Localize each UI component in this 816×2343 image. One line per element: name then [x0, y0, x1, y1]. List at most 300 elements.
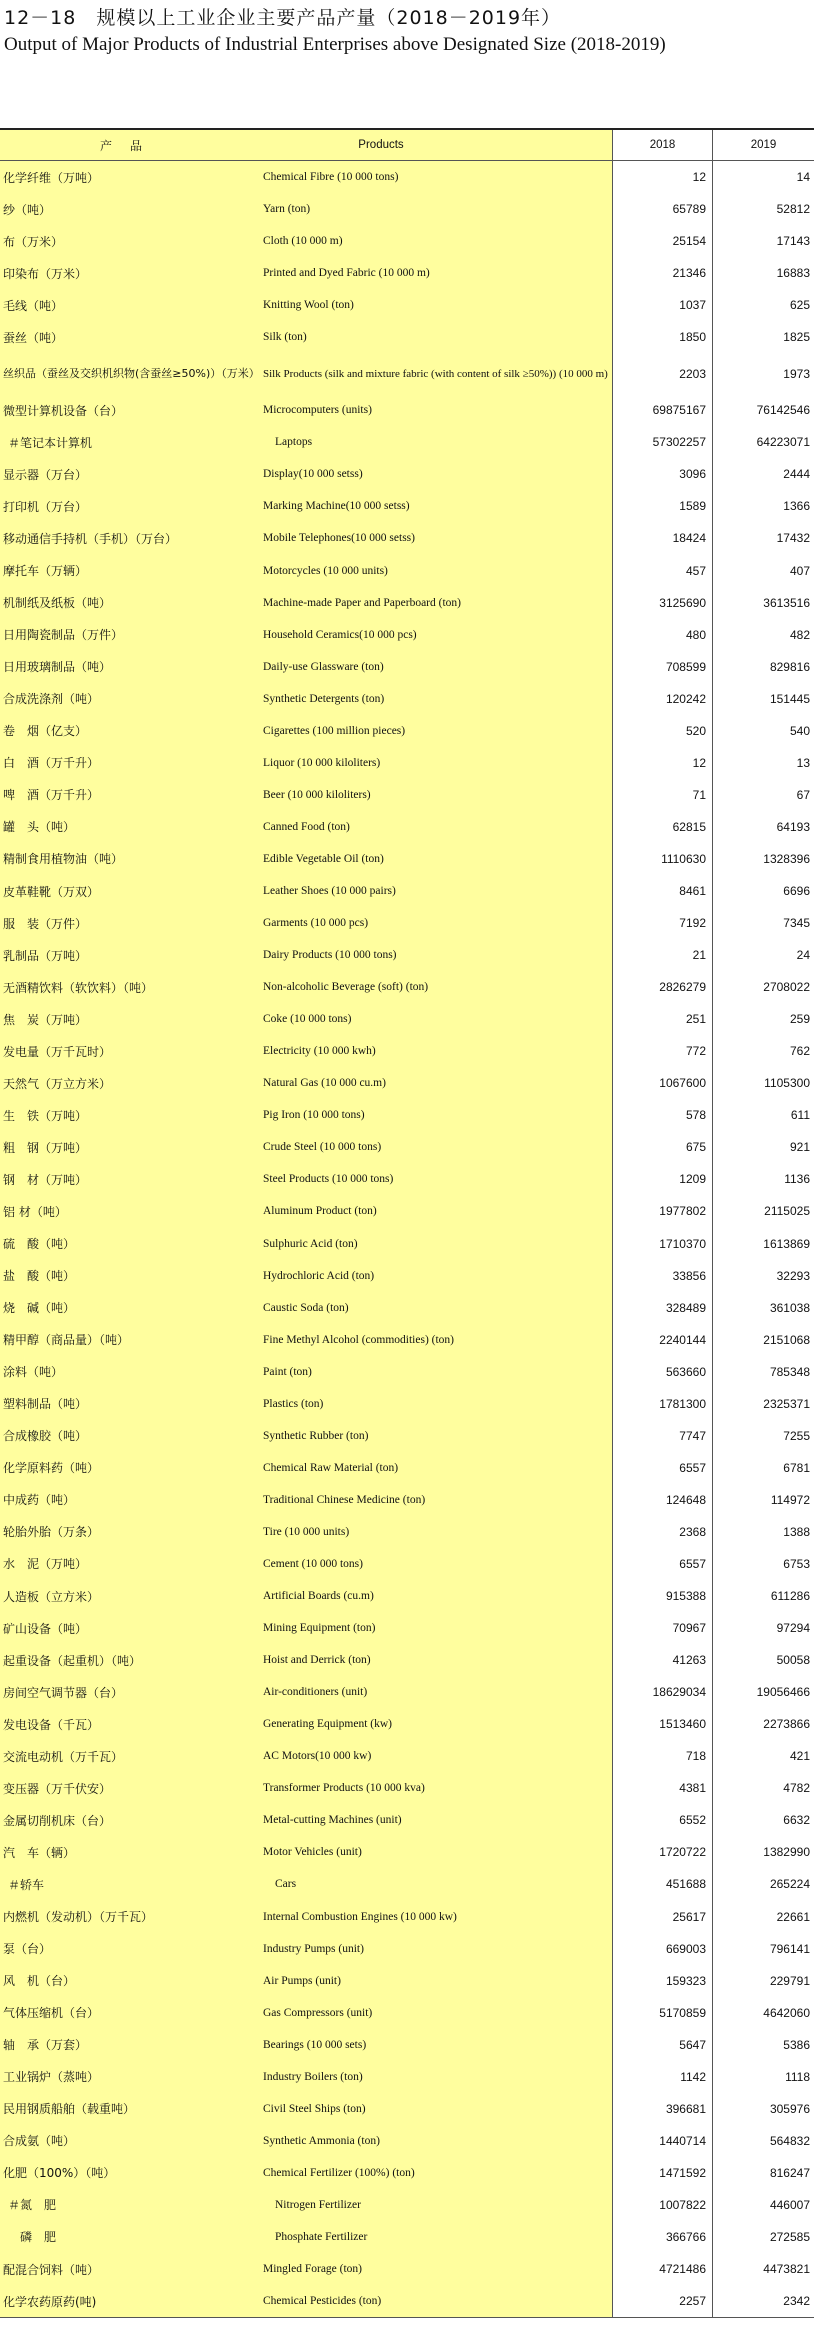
product-name-en: Transformer Products (10 000 kva) — [260, 1772, 613, 1804]
product-name-cn: 打印机（万台） — [0, 490, 260, 522]
table-row — [0, 971, 814, 1003]
value-2019: 272585 — [769, 2229, 810, 2244]
value-2018: 1513460 — [613, 1708, 713, 1740]
product-name-en: Yarn (ton) — [260, 193, 613, 225]
product-name-cn: 轴 承（万套） — [0, 2029, 260, 2061]
value-2019: 67 — [796, 787, 810, 802]
table-row — [0, 394, 814, 426]
table-row — [0, 1484, 814, 1516]
product-name-cn: 粗 钢（万吨） — [0, 1131, 260, 1163]
product-name-en: Civil Steel Ships (ton) — [260, 2093, 613, 2125]
value-2018: 328489 — [613, 1292, 713, 1324]
product-name-en: Gas Compressors (unit) — [260, 1997, 613, 2029]
value-2018: 2240144 — [613, 1324, 713, 1356]
product-name-en: Synthetic Ammonia (ton) — [260, 2125, 613, 2157]
table-row — [0, 587, 814, 619]
table-row — [0, 907, 814, 939]
value-2019: 482 — [789, 627, 810, 642]
product-name-cn: 罐 头（吨） — [0, 811, 260, 843]
table-row — [0, 522, 814, 554]
product-name-en: Industry Boilers (ton) — [260, 2061, 613, 2093]
table-row — [0, 1195, 814, 1227]
product-name-cn: 泵（台） — [0, 1933, 260, 1965]
table-row — [0, 747, 814, 779]
table-row — [0, 1708, 814, 1740]
value-2019: 6781 — [783, 1460, 810, 1475]
value-2018: 1067600 — [613, 1067, 713, 1099]
table-row — [0, 2125, 814, 2157]
product-name-cn: 配混合饲料（吨） — [0, 2253, 260, 2285]
product-name-en: Cigarettes (100 million pieces) — [260, 715, 613, 747]
table-row — [0, 1003, 814, 1035]
value-2018: 7747 — [613, 1420, 713, 1452]
table-row — [0, 2157, 814, 2189]
table-row — [0, 1131, 814, 1163]
product-name-cn: 人造板（立方米） — [0, 1580, 260, 1612]
value-2019: 829816 — [769, 659, 810, 674]
value-2018: 1781300 — [613, 1388, 713, 1420]
table-row — [0, 1548, 814, 1580]
product-name-cn: 化肥（100%）（吨） — [0, 2157, 260, 2189]
value-2018: 1850 — [613, 321, 713, 353]
value-2019: 64223071 — [756, 435, 810, 450]
value-2019: 151445 — [769, 691, 810, 706]
products-table — [0, 128, 814, 2318]
product-name-cn: 天然气（万立方米） — [0, 1067, 260, 1099]
product-name-en: Electricity (10 000 kwh) — [260, 1035, 613, 1067]
product-name-en: Hoist and Derrick (ton) — [260, 1644, 613, 1676]
value-2018: 5647 — [613, 2029, 713, 2061]
product-name-cn: 移动通信手持机（手机）（万台） — [0, 522, 260, 554]
value-2018: 1977802 — [613, 1195, 713, 1227]
product-name-en: Liquor (10 000 kiloliters) — [260, 747, 613, 779]
value-2019: 1366 — [783, 499, 810, 514]
product-name-cn: 布（万米） — [0, 225, 260, 257]
value-2018: 2257 — [613, 2285, 713, 2317]
product-name-en: Coke (10 000 tons) — [260, 1003, 613, 1035]
value-2019: 2115025 — [764, 1204, 810, 1219]
value-2018: 33856 — [613, 1260, 713, 1292]
value-2018: 396681 — [613, 2093, 713, 2125]
table-row — [0, 1965, 814, 1997]
product-name-cn: 工业锅炉（蒸吨） — [0, 2061, 260, 2093]
product-name-cn: 生 铁（万吨） — [0, 1099, 260, 1131]
value-2018: 578 — [613, 1099, 713, 1131]
product-name-en: Motor Vehicles (unit) — [260, 1836, 613, 1868]
table-row — [0, 939, 814, 971]
value-2018: 1037 — [613, 289, 713, 321]
value-2018: 7192 — [613, 907, 713, 939]
product-name-cn: 房间空气调节器（台） — [0, 1676, 260, 1708]
product-name-cn: 毛线（吨） — [0, 289, 260, 321]
table-row — [0, 1676, 814, 1708]
product-name-en: Machine-made Paper and Paperboard (ton) — [260, 587, 613, 619]
value-2019: 24 — [796, 948, 810, 963]
value-2018: 12 — [613, 161, 713, 193]
value-2019: 6696 — [783, 884, 810, 898]
value-2019: 540 — [789, 723, 810, 738]
product-name-en: Synthetic Detergents (ton) — [260, 683, 613, 715]
value-2018: 6552 — [613, 1804, 713, 1836]
table-row — [0, 1260, 814, 1292]
value-2019: 19056466 — [756, 1685, 810, 1700]
table-row — [0, 1388, 814, 1420]
product-name-en: Industry Pumps (unit) — [260, 1933, 613, 1965]
product-name-en: Microcomputers (units) — [260, 394, 613, 426]
value-2018: 8461 — [613, 875, 713, 907]
product-name-cn: 化学原料药（吨） — [0, 1452, 260, 1484]
table-row — [0, 225, 814, 257]
product-name-cn: 交流电动机（万千瓦） — [0, 1740, 260, 1772]
product-name-cn: 摩托车（万辆） — [0, 555, 260, 587]
table-row — [0, 458, 814, 490]
product-name-en: Daily-use Glassware (ton) — [260, 651, 613, 683]
product-name-cn: 显示器（万台） — [0, 458, 260, 490]
table-row — [0, 779, 814, 811]
product-name-cn: 磷 肥 — [0, 2221, 260, 2253]
product-name-cn: 民用钢质船舶（载重吨） — [0, 2093, 260, 2125]
value-2018: 18629034 — [613, 1676, 713, 1708]
product-name-en: Cars — [260, 1868, 613, 1900]
product-name-cn: 起重设备（起重机）（吨） — [0, 1644, 260, 1676]
table-title-cn: 12－18 规模以上工业企业主要产品产量（2018－2019年） — [4, 7, 562, 29]
product-name-cn: 轮胎外胎（万条） — [0, 1516, 260, 1548]
value-2018: 675 — [613, 1131, 713, 1163]
table-row — [0, 2253, 814, 2285]
value-2019: 22661 — [776, 1909, 810, 1924]
table-row — [0, 1067, 814, 1099]
product-name-en: Chemical Fibre (10 000 tons) — [260, 161, 613, 193]
value-2019: 1613869 — [763, 1236, 810, 1251]
value-2019: 17432 — [776, 531, 810, 546]
product-name-en: Hydrochloric Acid (ton) — [260, 1260, 613, 1292]
product-name-en: Laptops — [260, 426, 613, 458]
value-2018: 124648 — [613, 1484, 713, 1516]
value-2018: 3096 — [613, 458, 713, 490]
value-2019: 1118 — [785, 2069, 810, 2084]
table-row — [0, 2285, 814, 2318]
value-2018: 62815 — [613, 811, 713, 843]
product-name-cn: 合成洗涤剂（吨） — [0, 683, 260, 715]
value-2018: 25617 — [613, 1900, 713, 1932]
value-2018: 6557 — [613, 1548, 713, 1580]
product-name-en: Canned Food (ton) — [260, 811, 613, 843]
table-row — [0, 1868, 814, 1900]
value-2018: 57302257 — [613, 426, 713, 458]
value-2018: 21346 — [613, 257, 713, 289]
product-name-cn: 焦 炭（万吨） — [0, 1003, 260, 1035]
product-name-cn: 无酒精饮料（软饮料）（吨） — [0, 971, 260, 1003]
product-name-cn: 蚕丝（吨） — [0, 321, 260, 353]
value-2019: 361038 — [769, 1300, 810, 1315]
table-row — [0, 2221, 814, 2253]
table-header — [0, 130, 814, 161]
table-row — [0, 353, 814, 394]
value-2019: 13 — [796, 755, 810, 770]
value-2018: 718 — [613, 1740, 713, 1772]
table-row — [0, 1356, 814, 1388]
product-name-en: Silk Products (silk and mixture fabric (with content of silk ≥50%)) (10 000 m) — [260, 353, 613, 394]
product-name-en: Metal-cutting Machines (unit) — [260, 1804, 613, 1836]
product-name-cn: 烧 碱（吨） — [0, 1292, 260, 1324]
table-row — [0, 161, 814, 193]
table-row — [0, 1612, 814, 1644]
product-name-cn: 日用陶瓷制品（万件） — [0, 619, 260, 651]
table-title-en: Output of Major Products of Industrial Enterprises above Designated Size (2018-2019) — [4, 34, 666, 55]
product-name-cn: ＃轿车 — [0, 1868, 260, 1900]
table-row — [0, 1324, 814, 1356]
product-name-en: Printed and Dyed Fabric (10 000 m) — [260, 257, 613, 289]
value-2019: 305976 — [769, 2101, 810, 2116]
table-row — [0, 1740, 814, 1772]
product-name-en: Natural Gas (10 000 cu.m) — [260, 1067, 613, 1099]
product-name-cn: 金属切削机床（台） — [0, 1804, 260, 1836]
table-row — [0, 875, 814, 907]
value-2019: 1825 — [783, 330, 810, 345]
product-name-cn: ＃氮 肥 — [0, 2189, 260, 2221]
table-row — [0, 1772, 814, 1804]
value-2018: 1471592 — [613, 2157, 713, 2189]
value-2019: 7345 — [783, 916, 810, 931]
value-2018: 2368 — [613, 1516, 713, 1548]
value-2018: 915388 — [613, 1580, 713, 1612]
product-name-cn: 白 酒（万千升） — [0, 747, 260, 779]
table-row — [0, 1452, 814, 1484]
value-2018: 41263 — [613, 1644, 713, 1676]
product-name-en: Mingled Forage (ton) — [260, 2253, 613, 2285]
table-row — [0, 2029, 814, 2061]
product-name-cn: 铝 材（吨） — [0, 1195, 260, 1227]
value-2019: 2708022 — [763, 980, 810, 995]
product-name-cn: 化学农药原药(吨) — [0, 2285, 260, 2317]
product-name-en: Chemical Raw Material (ton) — [260, 1452, 613, 1484]
value-2019: 2325371 — [763, 1396, 810, 1411]
table-row — [0, 1292, 814, 1324]
product-name-cn: 皮革鞋靴（万双） — [0, 875, 260, 907]
product-name-en: Steel Products (10 000 tons) — [260, 1163, 613, 1195]
product-name-cn: 化学纤维（万吨） — [0, 161, 260, 193]
product-name-en: Traditional Chinese Medicine (ton) — [260, 1484, 613, 1516]
product-name-cn: 丝织品（蚕丝及交织机织物(含蚕丝≥50%)）（万米） — [0, 353, 260, 394]
value-2019: 785348 — [769, 1364, 810, 1379]
product-name-en: Generating Equipment (kw) — [260, 1708, 613, 1740]
product-name-en: Fine Methyl Alcohol (commodities) (ton) — [260, 1324, 613, 1356]
value-2019: 32293 — [776, 1268, 810, 1283]
value-2019: 5386 — [783, 2037, 810, 2052]
product-name-cn: 汽 车（辆） — [0, 1836, 260, 1868]
value-2019: 229791 — [769, 1973, 810, 1988]
table-row — [0, 1997, 814, 2029]
value-2019: 4473821 — [763, 2262, 810, 2277]
value-2018: 120242 — [613, 683, 713, 715]
value-2019: 762 — [789, 1044, 810, 1059]
value-2019: 1105300 — [764, 1076, 810, 1091]
value-2019: 796141 — [769, 1941, 810, 1956]
table-row — [0, 2189, 814, 2221]
header-product-en: Products — [260, 130, 613, 160]
value-2018: 3125690 — [613, 587, 713, 619]
product-name-cn: 精制食用植物油（吨） — [0, 843, 260, 875]
value-2019: 921 — [789, 1140, 810, 1155]
product-name-en: Motorcycles (10 000 units) — [260, 555, 613, 587]
product-name-cn: 水 泥（万吨） — [0, 1548, 260, 1580]
product-name-en: Plastics (ton) — [260, 1388, 613, 1420]
value-2019: 2444 — [783, 467, 810, 482]
value-2019: 2151068 — [763, 1332, 810, 1347]
table-row — [0, 715, 814, 747]
value-2019: 14 — [796, 170, 810, 185]
product-name-en: Phosphate Fertilizer — [260, 2221, 613, 2253]
product-name-en: Silk (ton) — [260, 321, 613, 353]
product-name-cn: 微型计算机设备（台） — [0, 394, 260, 426]
table-row — [0, 683, 814, 715]
value-2018: 1589 — [613, 490, 713, 522]
value-2019: 564832 — [769, 2133, 810, 2148]
value-2019: 3613516 — [763, 595, 810, 610]
product-name-cn: 合成氨（吨） — [0, 2125, 260, 2157]
product-name-en: Bearings (10 000 sets) — [260, 2029, 613, 2061]
product-name-en: Knitting Wool (ton) — [260, 289, 613, 321]
value-2018: 2826279 — [613, 971, 713, 1003]
table-row — [0, 1804, 814, 1836]
value-2019: 7255 — [783, 1428, 810, 1443]
product-name-cn: 乳制品（万吨） — [0, 939, 260, 971]
table-row — [0, 1228, 814, 1260]
value-2019: 4642060 — [763, 2005, 810, 2020]
product-name-cn: 发电设备（千瓦） — [0, 1708, 260, 1740]
table-row — [0, 1163, 814, 1195]
value-2019: 4782 — [783, 1781, 810, 1796]
product-name-cn: 变压器（万千伏安） — [0, 1772, 260, 1804]
value-2019: 97294 — [776, 1621, 810, 1636]
product-name-cn: 内燃机（发动机）（万千瓦） — [0, 1900, 260, 1932]
value-2018: 1440714 — [613, 2125, 713, 2157]
table-row — [0, 490, 814, 522]
product-name-cn: 精甲醇（商品量）（吨） — [0, 1324, 260, 1356]
value-2019: 64193 — [776, 819, 810, 834]
product-name-en: Internal Combustion Engines (10 000 kw) — [260, 1900, 613, 1932]
value-2019: 52812 — [776, 202, 810, 217]
value-2019: 625 — [789, 298, 810, 313]
value-2018: 1720722 — [613, 1836, 713, 1868]
value-2018: 669003 — [613, 1933, 713, 1965]
product-name-en: Nitrogen Fertilizer — [260, 2189, 613, 2221]
product-name-cn: 服 装（万件） — [0, 907, 260, 939]
table-row — [0, 555, 814, 587]
table-row — [0, 321, 814, 353]
product-name-cn: 发电量（万千瓦时） — [0, 1035, 260, 1067]
value-2019: 421 — [789, 1749, 810, 1764]
product-name-en: Cement (10 000 tons) — [260, 1548, 613, 1580]
table-row — [0, 257, 814, 289]
table-row — [0, 2093, 814, 2125]
value-2019: 816247 — [769, 2165, 810, 2180]
product-name-en: Household Ceramics(10 000 pcs) — [260, 619, 613, 651]
table-row — [0, 193, 814, 225]
table-row — [0, 1035, 814, 1067]
product-name-en: Mining Equipment (ton) — [260, 1612, 613, 1644]
value-2019: 611 — [790, 1108, 810, 1123]
product-name-en: Mobile Telephones(10 000 setss) — [260, 522, 613, 554]
table-row — [0, 1933, 814, 1965]
product-name-en: Aluminum Product (ton) — [260, 1195, 613, 1227]
value-2018: 520 — [613, 715, 713, 747]
product-name-cn: 风 机（台） — [0, 1965, 260, 1997]
value-2018: 2203 — [613, 353, 713, 394]
value-2018: 1142 — [613, 2061, 713, 2093]
value-2019: 16883 — [776, 266, 810, 281]
header-year-2019: 2019 — [750, 139, 777, 151]
table-row — [0, 619, 814, 651]
table-row — [0, 1420, 814, 1452]
value-2018: 12 — [613, 747, 713, 779]
value-2018: 457 — [613, 555, 713, 587]
value-2019: 265224 — [769, 1877, 810, 1892]
product-name-cn: 矿山设备（吨） — [0, 1612, 260, 1644]
value-2019: 17143 — [776, 234, 810, 249]
value-2018: 4381 — [613, 1772, 713, 1804]
table-row — [0, 2061, 814, 2093]
value-2018: 1007822 — [613, 2189, 713, 2221]
table-row — [0, 289, 814, 321]
value-2018: 563660 — [613, 1356, 713, 1388]
product-name-en: Air-conditioners (unit) — [260, 1676, 613, 1708]
value-2018: 5170859 — [613, 1997, 713, 2029]
value-2018: 21 — [613, 939, 713, 971]
value-2019: 2342 — [783, 2294, 810, 2309]
value-2018: 480 — [613, 619, 713, 651]
value-2019: 50058 — [776, 1653, 810, 1668]
product-name-cn: 涂料（吨） — [0, 1356, 260, 1388]
product-name-cn: 中成药（吨） — [0, 1484, 260, 1516]
value-2019: 2273866 — [763, 1717, 810, 1732]
value-2018: 18424 — [613, 522, 713, 554]
table-row — [0, 1516, 814, 1548]
product-name-en: Beer (10 000 kiloliters) — [260, 779, 613, 811]
value-2018: 1110630 — [613, 843, 713, 875]
product-name-en: Marking Machine(10 000 setss) — [260, 490, 613, 522]
product-name-cn: 印染布（万米） — [0, 257, 260, 289]
value-2018: 65789 — [613, 193, 713, 225]
value-2018: 1710370 — [613, 1228, 713, 1260]
product-name-en: Non-alcoholic Beverage (soft) (ton) — [260, 971, 613, 1003]
product-name-cn: 塑料制品（吨） — [0, 1388, 260, 1420]
value-2019: 1388 — [783, 1524, 810, 1539]
product-name-en: Cloth (10 000 m) — [260, 225, 613, 257]
product-name-en: Caustic Soda (ton) — [260, 1292, 613, 1324]
header-year-2018: 2018 — [613, 130, 713, 160]
product-name-en: AC Motors(10 000 kw) — [260, 1740, 613, 1772]
value-2018: 366766 — [613, 2221, 713, 2253]
product-name-en: Chemical Pesticides (ton) — [260, 2285, 613, 2317]
product-name-en: Sulphuric Acid (ton) — [260, 1228, 613, 1260]
value-2019: 76142546 — [756, 403, 810, 418]
header-product-cn: 产品 — [0, 130, 260, 160]
product-name-en: Garments (10 000 pcs) — [260, 907, 613, 939]
product-name-cn: 日用玻璃制品（吨） — [0, 651, 260, 683]
product-name-cn: 硫 酸（吨） — [0, 1228, 260, 1260]
product-name-en: Leather Shoes (10 000 pairs) — [260, 875, 613, 907]
table-row — [0, 1836, 814, 1868]
value-2019: 446007 — [769, 2197, 810, 2212]
value-2019: 259 — [789, 1012, 810, 1027]
product-name-en: Paint (ton) — [260, 1356, 613, 1388]
product-name-cn: 钢 材（万吨） — [0, 1163, 260, 1195]
value-2019: 611286 — [770, 1589, 810, 1604]
table-row — [0, 651, 814, 683]
product-name-en: Tire (10 000 units) — [260, 1516, 613, 1548]
table-row — [0, 811, 814, 843]
